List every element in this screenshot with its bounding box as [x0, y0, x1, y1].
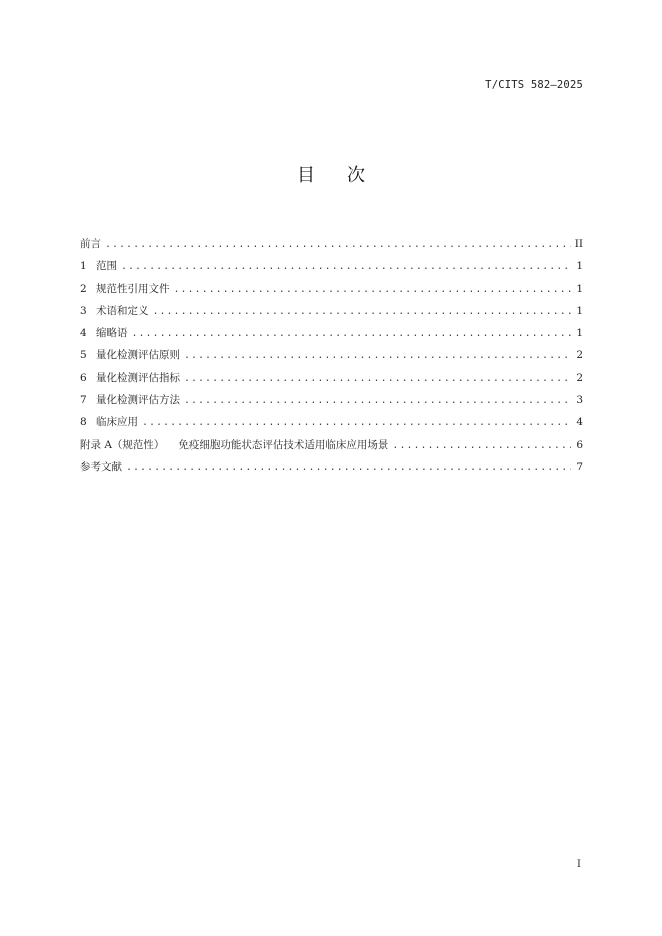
toc-entry-clinical-application[interactable] — [80, 411, 583, 433]
toc-entry-number: 3 — [80, 304, 87, 317]
toc-entry-label: 量化检测评估方法 — [96, 394, 180, 407]
toc-leader-dots — [105, 234, 571, 256]
toc-entry-abbreviations[interactable] — [80, 322, 583, 344]
toc-entry-label: 参考文献 — [80, 460, 122, 473]
toc-entry-number: 6 — [80, 371, 87, 384]
toc-entry-label: 免疫细胞功能状态评估技术适用临床应用场景 — [178, 438, 389, 451]
toc-entry-terms-definitions[interactable] — [80, 300, 583, 322]
toc-entry-page: 1 — [576, 327, 583, 340]
toc-entry-principles[interactable] — [80, 344, 583, 366]
toc-entry-page: II — [574, 238, 583, 250]
toc-entry-label: 术语和定义 — [96, 304, 149, 317]
toc-appendix-tag: 附录 A（规范性） — [80, 438, 165, 451]
toc-entry-number: 7 — [80, 394, 87, 407]
toc-leader-dots — [142, 412, 571, 434]
toc-entry-label: 规范性引用文件 — [96, 282, 170, 295]
toc-entry-number: 8 — [80, 416, 87, 429]
toc-leader-dots — [174, 279, 572, 301]
page-number: I — [576, 858, 581, 870]
toc-leader-dots — [392, 435, 571, 457]
toc-leader-dots — [132, 323, 572, 345]
toc-entry-page: 1 — [576, 304, 583, 317]
toc-entry-label: 量化检测评估原则 — [96, 349, 180, 362]
toc-entry-label: 前言 — [80, 238, 101, 250]
toc-entry-bibliography[interactable] — [80, 456, 583, 478]
toc-entry-number: 1 — [80, 260, 87, 273]
toc-entry-normative-references[interactable] — [80, 278, 583, 300]
toc-entry-page: 2 — [576, 349, 583, 362]
page-title: 目次 — [297, 165, 397, 186]
toc-entry-page: 6 — [576, 438, 583, 451]
toc-entry-page: 1 — [576, 282, 583, 295]
toc-entry-scope[interactable] — [80, 255, 583, 277]
toc-leader-dots — [153, 301, 572, 323]
toc-leader-dots — [184, 345, 571, 367]
toc-entry-methods[interactable] — [80, 389, 583, 411]
toc-entry-number: 4 — [80, 327, 87, 340]
toc-leader-dots — [184, 390, 571, 412]
toc-entry-page: 2 — [576, 371, 583, 384]
toc-entry-number: 5 — [80, 349, 87, 362]
toc-entry-label: 缩略语 — [96, 327, 128, 340]
toc-entry-number: 2 — [80, 282, 87, 295]
toc-leader-dots — [121, 256, 571, 278]
toc-entry-label: 范围 — [96, 260, 117, 273]
toc-entry-foreword[interactable] — [80, 233, 583, 255]
toc-entry-label: 量化检测评估指标 — [96, 371, 180, 384]
toc-entry-indicators[interactable] — [80, 367, 583, 389]
toc-entry-page: 1 — [576, 260, 583, 273]
toc-entry-page: 3 — [576, 394, 583, 407]
table-of-contents — [80, 233, 583, 478]
toc-leader-dots — [126, 457, 571, 479]
toc-entry-page: 4 — [576, 416, 583, 429]
toc-entry-appendix-a[interactable] — [80, 434, 583, 456]
document-code: T/CITS 582—2025 — [485, 79, 583, 91]
toc-leader-dots — [184, 368, 571, 390]
toc-entry-label: 临床应用 — [96, 416, 138, 429]
toc-entry-page: 7 — [576, 460, 583, 473]
